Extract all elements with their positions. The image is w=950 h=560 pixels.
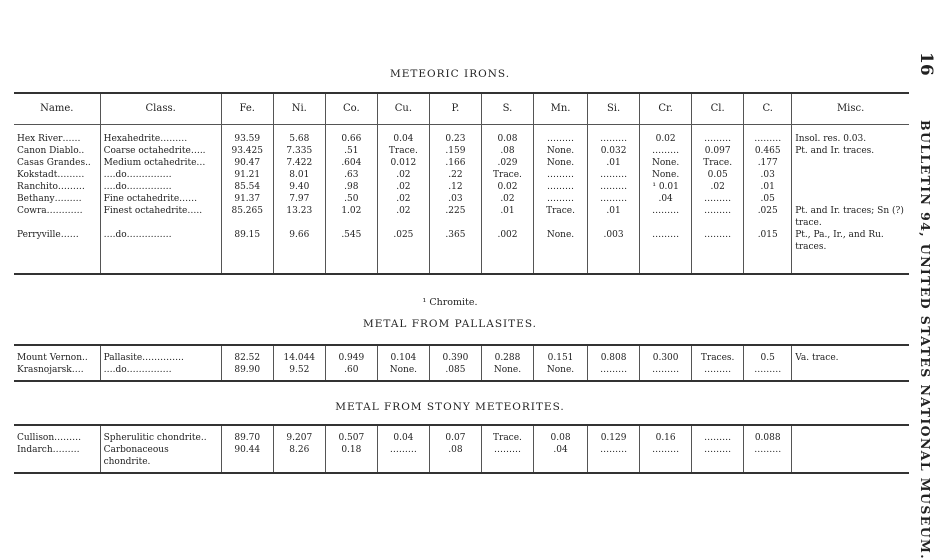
cell-cl: ……… (692, 229, 744, 274)
section-title-pallasites: METAL FROM PALLASITES. (362, 318, 537, 330)
cell-co: .51 (325, 145, 377, 157)
cell-fe: 93.425 (221, 145, 273, 157)
cell-co: .98 (325, 181, 377, 193)
cell-mn: None. (534, 229, 588, 274)
cell-cr: ……… (640, 205, 692, 229)
cell-cl: 0.05 (692, 169, 744, 181)
cell-cl: Traces. (692, 345, 744, 364)
cell-cl: ……… (692, 193, 744, 205)
cell-name: Kokstadt……… (14, 169, 100, 181)
running-head: BULLETIN 94, UNITED STATES NATIONAL MUSEUM. (918, 120, 933, 560)
cell-name: Ranchito……… (14, 181, 100, 193)
cell-s: ……… (481, 444, 533, 473)
cell-fe: 90.44 (221, 444, 273, 473)
cell-class: Carbonaceous chondrite. (100, 444, 221, 473)
cell-cu: 0.04 (377, 425, 429, 444)
cell-class: ….do…………… (100, 181, 221, 193)
col-header: Mn. (534, 93, 588, 125)
cell-c: .03 (744, 169, 792, 181)
cell-cu: None. (377, 364, 429, 381)
col-header: Cr. (640, 93, 692, 125)
cell-mn: 0.151 (534, 345, 588, 364)
cell-co: 0.18 (325, 444, 377, 473)
cell-c: .01 (744, 181, 792, 193)
cell-misc (792, 181, 909, 193)
cell-si: ……… (588, 444, 640, 473)
cell-ni: 9.207 (273, 425, 325, 444)
cell-cu: .02 (377, 169, 429, 181)
col-header: Cl. (692, 93, 744, 125)
cell-s: 0.288 (481, 345, 533, 364)
cell-fe: 91.21 (221, 169, 273, 181)
section-title-stony-meteorites: METAL FROM STONY METEORITES. (335, 401, 565, 413)
cell-name: Casas Grandes.. (14, 157, 100, 169)
table-body (14, 345, 909, 381)
cell-cr: 0.02 (640, 125, 692, 146)
cell-fe: 89.15 (221, 229, 273, 274)
cell-name: Cowra………… (14, 205, 100, 229)
cell-s: None. (481, 364, 533, 381)
cell-c: .015 (744, 229, 792, 274)
cell-si: .01 (588, 205, 640, 229)
cell-mn: Trace. (534, 205, 588, 229)
cell-c: ……… (744, 364, 792, 381)
cell-s: 0.08 (481, 125, 533, 146)
cell-misc (792, 193, 909, 205)
cell-co: .604 (325, 157, 377, 169)
cell-ni: 5.68 (273, 125, 325, 146)
table-row (14, 193, 909, 205)
cell-class: Spherulitic chondrite.. (100, 425, 221, 444)
table-row (14, 444, 909, 473)
cell-ni: 8.01 (273, 169, 325, 181)
cell-p: .12 (429, 181, 481, 193)
cell-cl: Trace. (692, 157, 744, 169)
cell-fe: 82.52 (221, 345, 273, 364)
table-row (14, 145, 909, 157)
cell-co: 0.507 (325, 425, 377, 444)
cell-c: .177 (744, 157, 792, 169)
cell-s: .02 (481, 193, 533, 205)
cell-cl: ……… (692, 425, 744, 444)
cell-class: Medium octahedrite… (100, 157, 221, 169)
cell-mn: None. (534, 145, 588, 157)
cell-mn: None. (534, 157, 588, 169)
col-header: Name. (14, 93, 100, 125)
cell-ni: 9.66 (273, 229, 325, 274)
cell-class: Fine octahedrite…… (100, 193, 221, 205)
cell-cl: ……… (692, 444, 744, 473)
cell-c: .05 (744, 193, 792, 205)
cell-misc (792, 364, 909, 381)
page-number: 16 (916, 52, 936, 76)
cell-p: 0.390 (429, 345, 481, 364)
cell-mn: ……… (534, 125, 588, 146)
cell-cl: ……… (692, 125, 744, 146)
cell-misc (792, 425, 909, 444)
cell-p: .166 (429, 157, 481, 169)
table-meteoric-irons (14, 92, 909, 275)
cell-mn: .04 (534, 444, 588, 473)
cell-fe: 93.59 (221, 125, 273, 146)
cell-cr: ……… (640, 364, 692, 381)
cell-c: ……… (744, 444, 792, 473)
cell-name: Bethany……… (14, 193, 100, 205)
cell-class: ….do…………… (100, 169, 221, 181)
cell-mn: ……… (534, 169, 588, 181)
cell-ni: 8.26 (273, 444, 325, 473)
cell-c: 0.5 (744, 345, 792, 364)
cell-co: .60 (325, 364, 377, 381)
cell-si: 0.129 (588, 425, 640, 444)
col-header: C. (744, 93, 792, 125)
cell-cu: 0.104 (377, 345, 429, 364)
cell-si: 0.808 (588, 345, 640, 364)
cell-mn: ……… (534, 181, 588, 193)
cell-misc (792, 444, 909, 473)
table-stony-meteorites (14, 424, 909, 474)
cell-co: 1.02 (325, 205, 377, 229)
cell-cr: ……… (640, 444, 692, 473)
cell-s: .08 (481, 145, 533, 157)
cell-name: Indarch……… (14, 444, 100, 473)
cell-c: 0.465 (744, 145, 792, 157)
cell-misc (792, 169, 909, 181)
cell-si: ……… (588, 193, 640, 205)
cell-cr: None. (640, 157, 692, 169)
cell-p: .03 (429, 193, 481, 205)
cell-cu: .02 (377, 193, 429, 205)
cell-cu: Trace. (377, 145, 429, 157)
cell-cl: .02 (692, 181, 744, 193)
cell-s: .002 (481, 229, 533, 274)
cell-name: Hex River…… (14, 125, 100, 146)
cell-cu: 0.012 (377, 157, 429, 169)
col-header: Cu. (377, 93, 429, 125)
cell-fe: 89.90 (221, 364, 273, 381)
cell-fe: 89.70 (221, 425, 273, 444)
cell-cu: 0.04 (377, 125, 429, 146)
cell-mn: None. (534, 364, 588, 381)
cell-fe: 85.265 (221, 205, 273, 229)
cell-cr: ……… (640, 145, 692, 157)
col-header: Fe. (221, 93, 273, 125)
col-header: Si. (588, 93, 640, 125)
cell-name: Perryville…… (14, 229, 100, 274)
table-pallasites (14, 344, 909, 382)
footnote: ¹ Chromite. (422, 297, 478, 308)
cell-cu: .02 (377, 205, 429, 229)
cell-cr: ¹ 0.01 (640, 181, 692, 193)
header-row (14, 93, 909, 125)
cell-s: Trace. (481, 169, 533, 181)
cell-cr: ……… (640, 229, 692, 274)
cell-cu: .025 (377, 229, 429, 274)
cell-class: Coarse octahedrite….. (100, 145, 221, 157)
cell-ni: 9.52 (273, 364, 325, 381)
cell-p: .225 (429, 205, 481, 229)
cell-c: 0.088 (744, 425, 792, 444)
cell-ni: 7.97 (273, 193, 325, 205)
cell-si: ……… (588, 364, 640, 381)
cell-cl: ……… (692, 364, 744, 381)
cell-ni: 14.044 (273, 345, 325, 364)
cell-cu: .02 (377, 181, 429, 193)
cell-class: Finest octahedrite….. (100, 205, 221, 229)
cell-si: ……… (588, 125, 640, 146)
cell-p: .085 (429, 364, 481, 381)
cell-name: Mount Vernon.. (14, 345, 100, 364)
cell-misc: Pt., Pa., Ir., and Ru. traces. (795, 230, 884, 252)
cell-co: 0.66 (325, 125, 377, 146)
cell-misc: Insol. res. 0.03. (795, 134, 867, 144)
cell-class: Pallasite………….. (100, 345, 221, 364)
cell-misc: Pt. and Ir. traces. (795, 146, 875, 156)
table-row (14, 125, 909, 146)
col-header: S. (481, 93, 533, 125)
table-row (14, 157, 909, 169)
cell-p: 0.07 (429, 425, 481, 444)
cell-co: .50 (325, 193, 377, 205)
cell-cl: ……… (692, 205, 744, 229)
cell-fe: 90.47 (221, 157, 273, 169)
col-header: Ni. (273, 93, 325, 125)
table-body (14, 125, 909, 275)
cell-name: Cullison……… (14, 425, 100, 444)
table-row (14, 345, 909, 364)
cell-cr: .04 (640, 193, 692, 205)
cell-s: .029 (481, 157, 533, 169)
table-row (14, 364, 909, 381)
cell-class: ….do…………… (100, 364, 221, 381)
cell-ni: 7.422 (273, 157, 325, 169)
cell-ni: 7.335 (273, 145, 325, 157)
cell-name: Krasnojarsk…. (14, 364, 100, 381)
cell-s: Trace. (481, 425, 533, 444)
cell-co: .545 (325, 229, 377, 274)
table-row (14, 181, 909, 193)
cell-misc: Pt. and Ir. traces; Sn (?) trace. (795, 206, 904, 228)
cell-cl: 0.097 (692, 145, 744, 157)
cell-misc (792, 157, 909, 169)
cell-name: Canon Diablo.. (14, 145, 100, 157)
table-body (14, 425, 909, 473)
col-header: Class. (100, 93, 221, 125)
cell-ni: 13.23 (273, 205, 325, 229)
cell-c: ……… (744, 125, 792, 146)
cell-s: .01 (481, 205, 533, 229)
cell-cu: ……… (377, 444, 429, 473)
cell-co: .63 (325, 169, 377, 181)
cell-p: 0.23 (429, 125, 481, 146)
cell-misc: Va. trace. (795, 353, 839, 363)
cell-s: 0.02 (481, 181, 533, 193)
cell-si: .003 (588, 229, 640, 274)
table-row (14, 205, 909, 229)
cell-cr: 0.300 (640, 345, 692, 364)
table-row (14, 169, 909, 181)
cell-class: Hexahedrite……… (100, 125, 221, 146)
col-header: Co. (325, 93, 377, 125)
cell-p: .22 (429, 169, 481, 181)
cell-si: 0.032 (588, 145, 640, 157)
cell-p: .159 (429, 145, 481, 157)
cell-class: ….do…………… (100, 229, 221, 274)
cell-si: ……… (588, 169, 640, 181)
cell-si: ……… (588, 181, 640, 193)
cell-mn: 0.08 (534, 425, 588, 444)
cell-p: .365 (429, 229, 481, 274)
cell-ni: 9.40 (273, 181, 325, 193)
cell-co: 0.949 (325, 345, 377, 364)
cell-c: .025 (744, 205, 792, 229)
cell-fe: 91.37 (221, 193, 273, 205)
cell-mn: ……… (534, 193, 588, 205)
section-title-meteoric-irons: METEORIC IRONS. (389, 68, 511, 80)
cell-cr: None. (640, 169, 692, 181)
cell-fe: 85.54 (221, 181, 273, 193)
col-header: P. (429, 93, 481, 125)
table-row (14, 229, 909, 274)
cell-p: .08 (429, 444, 481, 473)
col-header: Misc. (792, 93, 909, 125)
cell-si: .01 (588, 157, 640, 169)
cell-cr: 0.16 (640, 425, 692, 444)
table-row (14, 425, 909, 444)
